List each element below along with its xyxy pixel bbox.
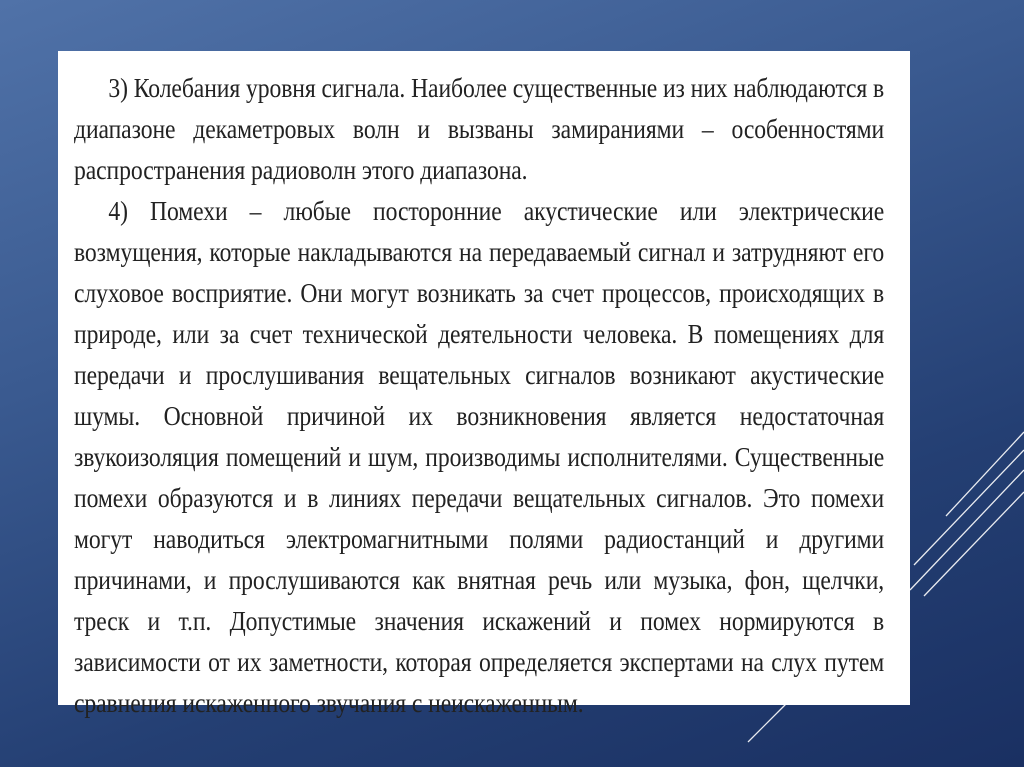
deco-line-1 — [946, 432, 1024, 516]
deco-line-4 — [924, 492, 1024, 596]
paragraph-signal-fluctuations: 3) Колебания уровня сигнала. Наиболее существенные из них наблюдаются в диапазоне декаметровых волн и вызваны замираниями – особенностями распространения радиоволн этого диапазона. — [74, 72, 885, 185]
deco-line-2 — [914, 450, 1024, 565]
paragraph-interference: 4) Помехи – любые посторонние акустические или электрические возмущения, которые накладываются на передаваемый сигнал и затрудняют его слуховое восприятие. Они могут возникать за счет процессов, происходящих в природе, или за счет технической деятельности человека. В помещениях для передачи и прослушивания вещательных сигналов возникают акустические шумы. Основной причиной их возникновения является недостаточная звукоизоляция помещений и шум, производимы исполнителями. Существенные помехи образуются и в линиях передачи вещательных сигналов. Это помехи могут наводиться электромагнитными полями радиостанций и другими причинами, и прослушиваются как внятная речь или музыка, фон, щелчки, треск и т.п. Допустимые значения искажений и помех нормируются в зависимости от их заметности, которая определяется экспертами на слух путем сравнения искаженного звучания с неискаженным. — [74, 195, 885, 718]
text-panel — [58, 51, 910, 718]
deco-line-3 — [910, 470, 1024, 590]
